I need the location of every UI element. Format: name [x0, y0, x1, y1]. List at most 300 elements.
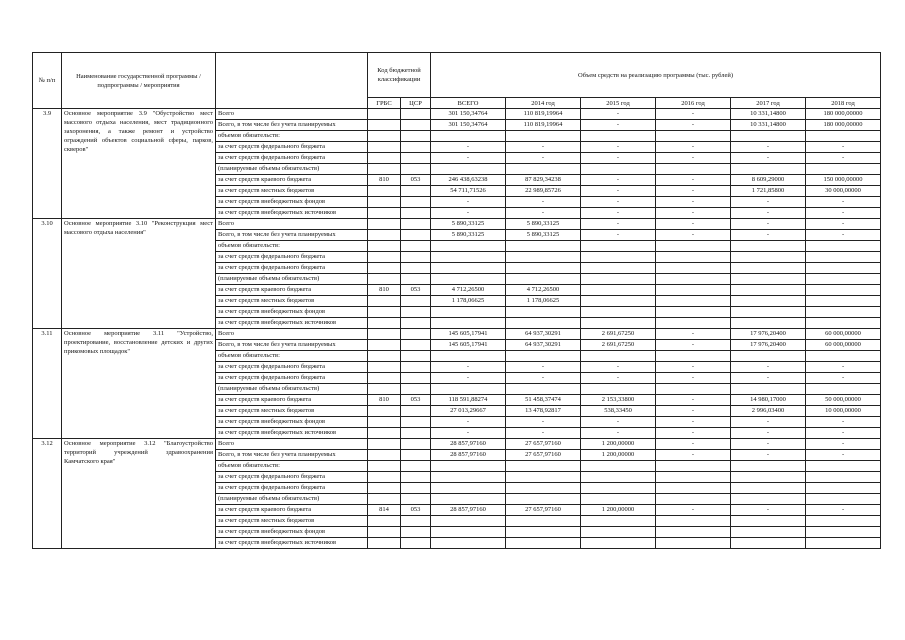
- amount-cell: [806, 307, 881, 318]
- amount-cell: -: [581, 120, 656, 131]
- amount-cell: 2 691,67250: [581, 329, 656, 340]
- amount-cell: [581, 296, 656, 307]
- header-csr: ЦСР: [401, 98, 431, 109]
- amount-cell: -: [731, 505, 806, 516]
- measure-title: Основное мероприятие 3.9 "Обустройство мест массового отдыха населения, мест традиционного захоронения, а также ремонт и устройство ограждений объектов социальной сферы, парков, скверов": [62, 109, 216, 219]
- amount-cell: [731, 241, 806, 252]
- amount-cell: [506, 538, 581, 549]
- amount-cell: [806, 296, 881, 307]
- amount-cell: [506, 494, 581, 505]
- amount-cell: [731, 252, 806, 263]
- amount-cell: 1 721,85800: [731, 186, 806, 197]
- amount-cell: [581, 318, 656, 329]
- amount-cell: 4 712,26500: [431, 285, 506, 296]
- amount-cell: [431, 307, 506, 318]
- amount-cell: [581, 241, 656, 252]
- amount-cell: [506, 318, 581, 329]
- grbs-code: [368, 351, 401, 362]
- amount-cell: 150 000,00000: [806, 175, 881, 186]
- amount-cell: -: [731, 153, 806, 164]
- amount-cell: [806, 461, 881, 472]
- amount-cell: -: [581, 373, 656, 384]
- csr-code: [401, 219, 431, 230]
- amount-cell: [431, 472, 506, 483]
- amount-cell: -: [731, 230, 806, 241]
- grbs-code: 810: [368, 285, 401, 296]
- funding-source: Всего: [216, 329, 368, 340]
- amount-cell: [506, 483, 581, 494]
- amount-cell: 246 438,63238: [431, 175, 506, 186]
- amount-cell: [806, 538, 881, 549]
- grbs-code: [368, 417, 401, 428]
- amount-cell: 1 200,00000: [581, 505, 656, 516]
- csr-code: [401, 417, 431, 428]
- csr-code: [401, 263, 431, 274]
- grbs-code: [368, 208, 401, 219]
- amount-cell: [806, 285, 881, 296]
- amount-cell: [431, 527, 506, 538]
- amount-cell: [806, 494, 881, 505]
- funding-source: за счет средств федерального бюджета: [216, 373, 368, 384]
- measure-title: Основное мероприятие 3.10 "Реконструкция мест массового отдыха населения": [62, 219, 216, 329]
- grbs-code: [368, 164, 401, 175]
- amount-cell: -: [581, 197, 656, 208]
- funding-source: объемов обязательств:: [216, 241, 368, 252]
- amount-cell: -: [581, 142, 656, 153]
- funding-source: Всего, в том числе без учета планируемых: [216, 230, 368, 241]
- amount-cell: [431, 516, 506, 527]
- header-name: Наименование государственной программы / подпрограммы / мероприятия: [62, 53, 216, 109]
- grbs-code: [368, 120, 401, 131]
- amount-cell: -: [806, 208, 881, 219]
- amount-cell: -: [731, 219, 806, 230]
- amount-cell: [806, 351, 881, 362]
- amount-cell: -: [506, 153, 581, 164]
- grbs-code: 810: [368, 175, 401, 186]
- amount-cell: -: [656, 373, 731, 384]
- csr-code: 053: [401, 285, 431, 296]
- funding-source: за счет средств местных бюджетов: [216, 516, 368, 527]
- amount-cell: [731, 164, 806, 175]
- csr-code: 053: [401, 505, 431, 516]
- amount-cell: -: [656, 186, 731, 197]
- amount-cell: [656, 516, 731, 527]
- amount-cell: 538,33450: [581, 406, 656, 417]
- csr-code: [401, 472, 431, 483]
- csr-code: [401, 208, 431, 219]
- grbs-code: [368, 197, 401, 208]
- amount-cell: [656, 384, 731, 395]
- csr-code: [401, 307, 431, 318]
- amount-cell: 1 200,00000: [581, 450, 656, 461]
- amount-cell: -: [506, 362, 581, 373]
- amount-cell: 27 657,97160: [506, 450, 581, 461]
- csr-code: [401, 461, 431, 472]
- funding-source: за счет средств федерального бюджета: [216, 263, 368, 274]
- csr-code: [401, 406, 431, 417]
- amount-cell: [581, 384, 656, 395]
- amount-cell: 5 890,33125: [431, 230, 506, 241]
- grbs-code: [368, 296, 401, 307]
- funding-source: (планируемые объемы обязательств): [216, 164, 368, 175]
- amount-cell: -: [656, 197, 731, 208]
- amount-cell: [431, 252, 506, 263]
- amount-cell: [581, 516, 656, 527]
- amount-cell: -: [656, 208, 731, 219]
- table-body: [33, 109, 881, 549]
- amount-cell: 87 829,34238: [506, 175, 581, 186]
- grbs-code: 814: [368, 505, 401, 516]
- funding-source: за счет средств внебюджетных источников: [216, 318, 368, 329]
- amount-cell: [656, 318, 731, 329]
- header-total: ВСЕГО: [431, 98, 506, 109]
- csr-code: [401, 494, 431, 505]
- amount-cell: -: [581, 417, 656, 428]
- table-row: [33, 109, 881, 120]
- amount-cell: -: [431, 208, 506, 219]
- amount-cell: -: [581, 428, 656, 439]
- amount-cell: [731, 527, 806, 538]
- csr-code: [401, 274, 431, 285]
- amount-cell: [731, 131, 806, 142]
- amount-cell: 30 000,00000: [806, 186, 881, 197]
- funding-source: Всего, в том числе без учета планируемых: [216, 340, 368, 351]
- amount-cell: -: [581, 153, 656, 164]
- grbs-code: [368, 362, 401, 373]
- funding-source: объемов обязательств:: [216, 131, 368, 142]
- amount-cell: [656, 131, 731, 142]
- amount-cell: 145 605,17941: [431, 340, 506, 351]
- amount-cell: [731, 472, 806, 483]
- funding-source: Всего, в том числе без учета планируемых: [216, 450, 368, 461]
- amount-cell: -: [731, 450, 806, 461]
- grbs-code: [368, 384, 401, 395]
- funding-source: (планируемые объемы обязательств): [216, 274, 368, 285]
- amount-cell: [581, 351, 656, 362]
- amount-cell: [431, 274, 506, 285]
- grbs-code: [368, 329, 401, 340]
- amount-cell: -: [431, 417, 506, 428]
- amount-cell: [581, 538, 656, 549]
- header-volume: Объем средств на реализацию программы (тыс. рублей): [431, 53, 881, 98]
- csr-code: [401, 186, 431, 197]
- funding-source: Всего: [216, 109, 368, 120]
- amount-cell: [581, 131, 656, 142]
- amount-cell: -: [731, 142, 806, 153]
- row-number: 3.10: [33, 219, 62, 329]
- funding-source: за счет средств внебюджетных фондов: [216, 417, 368, 428]
- csr-code: [401, 197, 431, 208]
- amount-cell: -: [806, 450, 881, 461]
- csr-code: [401, 230, 431, 241]
- amount-cell: -: [431, 142, 506, 153]
- amount-cell: 1 178,06625: [431, 296, 506, 307]
- amount-cell: [506, 472, 581, 483]
- funding-source: за счет средств внебюджетных источников: [216, 428, 368, 439]
- amount-cell: [506, 516, 581, 527]
- amount-cell: 50 000,00000: [806, 395, 881, 406]
- amount-cell: -: [656, 153, 731, 164]
- csr-code: [401, 142, 431, 153]
- csr-code: [401, 252, 431, 263]
- amount-cell: 5 890,33125: [506, 230, 581, 241]
- amount-cell: [656, 263, 731, 274]
- grbs-code: [368, 219, 401, 230]
- header-num: № п/п: [33, 53, 62, 109]
- header-2014: 2014 год: [506, 98, 581, 109]
- amount-cell: [581, 527, 656, 538]
- csr-code: [401, 362, 431, 373]
- grbs-code: [368, 186, 401, 197]
- amount-cell: [506, 164, 581, 175]
- amount-cell: [506, 241, 581, 252]
- amount-cell: [581, 483, 656, 494]
- amount-cell: -: [806, 505, 881, 516]
- amount-cell: 28 857,97160: [431, 450, 506, 461]
- grbs-code: [368, 450, 401, 461]
- funding-source: объемов обязательств:: [216, 461, 368, 472]
- amount-cell: [506, 131, 581, 142]
- amount-cell: [581, 307, 656, 318]
- row-number: 3.9: [33, 109, 62, 219]
- funding-source: объемов обязательств:: [216, 351, 368, 362]
- csr-code: 053: [401, 175, 431, 186]
- amount-cell: 2 691,67250: [581, 340, 656, 351]
- amount-cell: -: [806, 142, 881, 153]
- grbs-code: [368, 252, 401, 263]
- amount-cell: [431, 384, 506, 395]
- amount-cell: [656, 538, 731, 549]
- amount-cell: -: [581, 230, 656, 241]
- amount-cell: -: [806, 428, 881, 439]
- grbs-code: [368, 373, 401, 384]
- amount-cell: [806, 483, 881, 494]
- amount-cell: [731, 274, 806, 285]
- amount-cell: [656, 241, 731, 252]
- amount-cell: -: [731, 208, 806, 219]
- amount-cell: [731, 494, 806, 505]
- amount-cell: [731, 516, 806, 527]
- amount-cell: [731, 461, 806, 472]
- amount-cell: -: [506, 373, 581, 384]
- amount-cell: [656, 494, 731, 505]
- header-codes: Код бюджетной классификации: [368, 53, 431, 98]
- grbs-code: [368, 307, 401, 318]
- amount-cell: 1 178,06625: [506, 296, 581, 307]
- amount-cell: -: [806, 439, 881, 450]
- measure-title: Основное мероприятие 3.11 "Устройство, проектирование, восстановление детских и других прикомовых площадок": [62, 329, 216, 439]
- amount-cell: [806, 164, 881, 175]
- grbs-code: [368, 538, 401, 549]
- amount-cell: [431, 538, 506, 549]
- amount-cell: 2 996,03400: [731, 406, 806, 417]
- amount-cell: [581, 285, 656, 296]
- amount-cell: 301 150,34764: [431, 109, 506, 120]
- amount-cell: [581, 274, 656, 285]
- amount-cell: [731, 318, 806, 329]
- amount-cell: -: [656, 439, 731, 450]
- funding-source: (планируемые объемы обязательств): [216, 384, 368, 395]
- amount-cell: [656, 296, 731, 307]
- amount-cell: [581, 494, 656, 505]
- amount-cell: 10 331,14800: [731, 109, 806, 120]
- amount-cell: [731, 296, 806, 307]
- grbs-code: [368, 340, 401, 351]
- amount-cell: -: [656, 395, 731, 406]
- csr-code: [401, 527, 431, 538]
- grbs-code: [368, 472, 401, 483]
- amount-cell: -: [506, 142, 581, 153]
- csr-code: [401, 439, 431, 450]
- csr-code: [401, 131, 431, 142]
- amount-cell: [506, 527, 581, 538]
- funding-source: за счет средств местных бюджетов: [216, 186, 368, 197]
- grbs-code: [368, 274, 401, 285]
- amount-cell: -: [806, 373, 881, 384]
- amount-cell: 64 937,30291: [506, 329, 581, 340]
- header-2015: 2015 год: [581, 98, 656, 109]
- grbs-code: [368, 230, 401, 241]
- amount-cell: -: [431, 428, 506, 439]
- amount-cell: -: [656, 450, 731, 461]
- funding-source: за счет средств краевого бюджета: [216, 505, 368, 516]
- grbs-code: [368, 406, 401, 417]
- amount-cell: -: [731, 439, 806, 450]
- funding-source: за счет средств федерального бюджета: [216, 153, 368, 164]
- amount-cell: -: [731, 362, 806, 373]
- funding-source: Всего: [216, 439, 368, 450]
- funding-source: за счет средств внебюджетных источников: [216, 208, 368, 219]
- csr-code: [401, 241, 431, 252]
- amount-cell: 28 857,97160: [431, 439, 506, 450]
- amount-cell: [431, 131, 506, 142]
- amount-cell: -: [656, 142, 731, 153]
- funding-source: за счет средств внебюджетных фондов: [216, 527, 368, 538]
- funding-source: за счет средств внебюджетных источников: [216, 538, 368, 549]
- amount-cell: [806, 318, 881, 329]
- amount-cell: -: [581, 109, 656, 120]
- amount-cell: [806, 241, 881, 252]
- amount-cell: [431, 351, 506, 362]
- amount-cell: -: [806, 153, 881, 164]
- amount-cell: 180 000,00000: [806, 120, 881, 131]
- funding-source: за счет средств федерального бюджета: [216, 362, 368, 373]
- row-number: 3.12: [33, 439, 62, 549]
- table-row: [33, 439, 881, 450]
- amount-cell: -: [431, 373, 506, 384]
- csr-code: [401, 109, 431, 120]
- amount-cell: [656, 274, 731, 285]
- grbs-code: [368, 527, 401, 538]
- amount-cell: [806, 274, 881, 285]
- amount-cell: -: [806, 219, 881, 230]
- amount-cell: [656, 307, 731, 318]
- amount-cell: 4 712,26500: [506, 285, 581, 296]
- amount-cell: [506, 351, 581, 362]
- grbs-code: [368, 516, 401, 527]
- grbs-code: [368, 153, 401, 164]
- amount-cell: -: [656, 230, 731, 241]
- amount-cell: [431, 318, 506, 329]
- csr-code: [401, 164, 431, 175]
- amount-cell: [431, 483, 506, 494]
- amount-cell: -: [731, 417, 806, 428]
- amount-cell: [581, 472, 656, 483]
- amount-cell: 10 331,14800: [731, 120, 806, 131]
- amount-cell: [431, 263, 506, 274]
- amount-cell: 27 657,97160: [506, 439, 581, 450]
- table-row: [33, 329, 881, 340]
- measure-title: Основное мероприятие 3.12 "Благоустройство территорий учреждений здравоохранения Камчатского края": [62, 439, 216, 549]
- csr-code: [401, 384, 431, 395]
- csr-code: [401, 318, 431, 329]
- amount-cell: -: [656, 417, 731, 428]
- amount-cell: -: [656, 406, 731, 417]
- amount-cell: -: [731, 373, 806, 384]
- amount-cell: 5 890,33125: [506, 219, 581, 230]
- csr-code: [401, 483, 431, 494]
- funding-source: за счет средств внебюджетных фондов: [216, 197, 368, 208]
- amount-cell: [431, 461, 506, 472]
- amount-cell: 10 000,00000: [806, 406, 881, 417]
- amount-cell: [731, 538, 806, 549]
- csr-code: [401, 351, 431, 362]
- grbs-code: [368, 142, 401, 153]
- funding-source: за счет средств краевого бюджета: [216, 395, 368, 406]
- amount-cell: 118 591,88274: [431, 395, 506, 406]
- grbs-code: [368, 494, 401, 505]
- amount-cell: 5 890,33125: [431, 219, 506, 230]
- amount-cell: [731, 483, 806, 494]
- grbs-code: [368, 131, 401, 142]
- amount-cell: 145 605,17941: [431, 329, 506, 340]
- amount-cell: -: [656, 120, 731, 131]
- amount-cell: 60 000,00000: [806, 340, 881, 351]
- amount-cell: [806, 472, 881, 483]
- csr-code: [401, 450, 431, 461]
- amount-cell: [581, 461, 656, 472]
- amount-cell: 301 150,34764: [431, 120, 506, 131]
- grbs-code: 810: [368, 395, 401, 406]
- amount-cell: 60 000,00000: [806, 329, 881, 340]
- amount-cell: [656, 285, 731, 296]
- csr-code: [401, 428, 431, 439]
- funding-source: за счет средств федерального бюджета: [216, 472, 368, 483]
- amount-cell: -: [581, 362, 656, 373]
- funding-source: за счет средств федерального бюджета: [216, 142, 368, 153]
- amount-cell: -: [581, 208, 656, 219]
- amount-cell: [806, 252, 881, 263]
- amount-cell: [431, 241, 506, 252]
- amount-cell: [506, 274, 581, 285]
- grbs-code: [368, 241, 401, 252]
- amount-cell: 17 976,20400: [731, 340, 806, 351]
- funding-source: за счет средств краевого бюджета: [216, 285, 368, 296]
- amount-cell: [656, 461, 731, 472]
- amount-cell: 64 937,30291: [506, 340, 581, 351]
- amount-cell: -: [506, 428, 581, 439]
- amount-cell: 1 200,00000: [581, 439, 656, 450]
- amount-cell: -: [506, 197, 581, 208]
- amount-cell: -: [656, 362, 731, 373]
- csr-code: [401, 329, 431, 340]
- amount-cell: [656, 472, 731, 483]
- funding-source: за счет средств краевого бюджета: [216, 175, 368, 186]
- amount-cell: [731, 307, 806, 318]
- funding-source: за счет средств федерального бюджета: [216, 252, 368, 263]
- amount-cell: 17 976,20400: [731, 329, 806, 340]
- amount-cell: [656, 252, 731, 263]
